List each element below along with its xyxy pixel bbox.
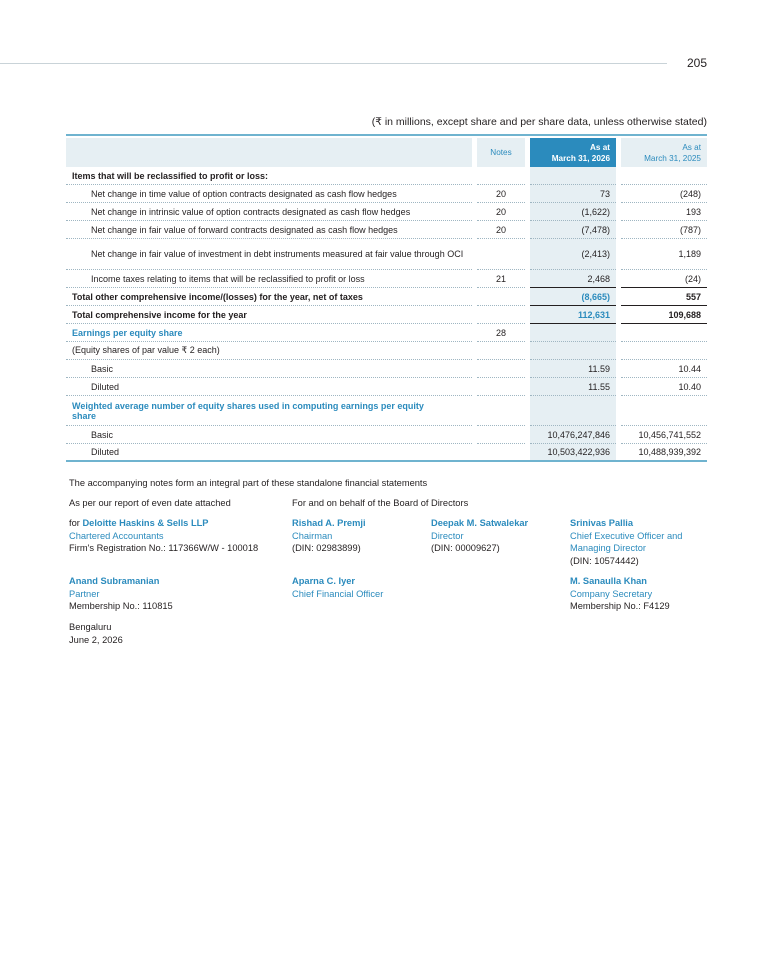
table-row [66, 221, 707, 239]
chairman-block [292, 517, 366, 555]
row-label: Basic [66, 426, 472, 444]
table-row [66, 396, 707, 426]
secretary-role: Company Secretary [570, 588, 653, 599]
top-rule [0, 63, 667, 64]
row-label: Diluted [66, 444, 472, 462]
row-notes [477, 378, 525, 396]
table-header-row [66, 138, 707, 167]
row-label: Income taxes relating to items that will be reclassified to profit or loss [66, 270, 472, 288]
partner-name: Anand Subramanian [69, 576, 160, 586]
ceo-din: (DIN: 10574442) [570, 555, 639, 566]
row-notes [477, 444, 525, 462]
table-row [66, 426, 707, 444]
auditor-block [69, 517, 258, 555]
row-previous: (248) [621, 185, 707, 203]
chairman-name: Rishad A. Premji [292, 518, 366, 528]
row-current: (8,665) [530, 288, 616, 306]
header-notes: Notes [477, 138, 525, 167]
row-current: 10,476,247,846 [530, 426, 616, 444]
director-block [431, 517, 528, 555]
row-previous [621, 396, 707, 426]
row-notes [477, 167, 525, 185]
auditor-firm: Deloitte Haskins & Sells LLP [82, 518, 209, 528]
row-label: Weighted average number of equity shares used in computing earnings per equity share [66, 396, 472, 426]
row-previous: (24) [621, 270, 707, 288]
place: Bengaluru [69, 622, 112, 632]
auditor-prefix: for [69, 518, 83, 528]
row-notes [477, 360, 525, 378]
ceo-name: Srinivas Pallia [570, 518, 634, 528]
row-current: (1,622) [530, 203, 616, 221]
row-label: Net change in time value of option contracts designated as cash flow hedges [66, 185, 472, 203]
row-current [530, 396, 616, 426]
row-notes: 28 [477, 324, 525, 342]
units-note: (₹ in millions, except share and per share data, unless otherwise stated) [371, 116, 707, 128]
table-row [66, 360, 707, 378]
row-notes: 20 [477, 185, 525, 203]
table-row [66, 342, 707, 360]
row-previous: 10.40 [621, 378, 707, 396]
row-notes [477, 342, 525, 360]
secretary-membership: Membership No.: F4129 [570, 601, 670, 612]
chairman-role: Chairman [292, 530, 333, 541]
row-current [530, 324, 616, 342]
row-notes [477, 426, 525, 444]
row-label: Net change in intrinsic value of option contracts designated as cash flow hedges [66, 203, 472, 221]
row-current: 11.59 [530, 360, 616, 378]
row-label: Basic [66, 360, 472, 378]
cfo-block [292, 575, 383, 600]
row-current: 112,631 [530, 306, 616, 324]
row-label: Net change in fair value of forward contracts designated as cash flow hedges [66, 221, 472, 239]
cfo-name: Aparna C. Iyer [292, 576, 356, 586]
header-label-cell [66, 138, 472, 167]
partner-role: Partner [69, 588, 100, 599]
ceo-role-line1: Chief Executive Officer and [570, 530, 683, 541]
secretary-block [570, 575, 670, 613]
auditor-role: Chartered Accountants [69, 530, 164, 541]
chairman-din: (DIN: 02983899) [292, 543, 361, 554]
report-line: As per our report of even date attached [69, 498, 231, 508]
comprehensive-income-table [66, 138, 707, 462]
header-previous-year: As at March 31, 2025 [621, 138, 707, 167]
row-notes [477, 288, 525, 306]
row-current [530, 167, 616, 185]
row-current: (7,478) [530, 221, 616, 239]
page-number: 205 [686, 56, 707, 70]
row-notes [477, 239, 525, 270]
row-current: 10,503,422,936 [530, 444, 616, 462]
partner-block [69, 575, 173, 613]
director-name: Deepak M. Satwalekar [431, 518, 529, 528]
row-current [530, 342, 616, 360]
row-label: Diluted [66, 378, 472, 396]
place-date-block [69, 621, 123, 646]
row-notes [477, 306, 525, 324]
row-label: Net change in fair value of investment in debt instruments measured at fair value through OCI [66, 239, 472, 270]
row-previous [621, 342, 707, 360]
row-previous: 1,189 [621, 239, 707, 270]
cfo-role: Chief Financial Officer [292, 588, 384, 599]
auditor-registration: Firm's Registration No.: 117366W/W - 100018 [69, 543, 259, 554]
director-role: Director [431, 530, 464, 541]
row-previous [621, 324, 707, 342]
row-current: 73 [530, 185, 616, 203]
row-previous: 10,456,741,552 [621, 426, 707, 444]
director-din: (DIN: 00009627) [431, 543, 500, 554]
ceo-block [570, 517, 682, 567]
row-label: Total comprehensive income for the year [66, 306, 472, 324]
table-row [66, 306, 707, 324]
date: June 2, 2026 [69, 634, 123, 645]
row-current: 2,468 [530, 270, 616, 288]
row-previous: 193 [621, 203, 707, 221]
row-previous: 557 [621, 288, 707, 306]
footnote: The accompanying notes form an integral part of these standalone financial statements [69, 478, 428, 488]
row-previous [621, 167, 707, 185]
table-row [66, 185, 707, 203]
row-current: 11.55 [530, 378, 616, 396]
row-label: Total other comprehensive income/(losses) for the year, net of taxes [66, 288, 472, 306]
row-current: (2,413) [530, 239, 616, 270]
row-previous: (787) [621, 221, 707, 239]
row-label: Items that will be reclassified to profit or loss: [66, 167, 472, 185]
table-row [66, 324, 707, 342]
row-label: (Equity shares of par value ₹ 2 each) [66, 342, 472, 360]
table-row [66, 288, 707, 306]
secretary-name: M. Sanaulla Khan [570, 576, 647, 586]
table-row [66, 239, 707, 270]
header-current-year: As at March 31, 2026 [530, 138, 616, 167]
partner-membership: Membership No.: 110815 [69, 601, 173, 612]
behalf-line: For and on behalf of the Board of Directors [292, 498, 469, 508]
table-row [66, 444, 707, 462]
table-row [66, 378, 707, 396]
row-notes [477, 396, 525, 426]
table-row [66, 203, 707, 221]
row-notes: 21 [477, 270, 525, 288]
row-notes: 20 [477, 203, 525, 221]
row-previous: 109,688 [621, 306, 707, 324]
row-previous: 10.44 [621, 360, 707, 378]
row-label: Earnings per equity share [66, 324, 472, 342]
ceo-role-line2: Managing Director [570, 543, 646, 554]
row-previous: 10,488,939,392 [621, 444, 707, 462]
table-top-rule [66, 134, 707, 136]
table-row [66, 270, 707, 288]
row-notes: 20 [477, 221, 525, 239]
table-row [66, 167, 707, 185]
